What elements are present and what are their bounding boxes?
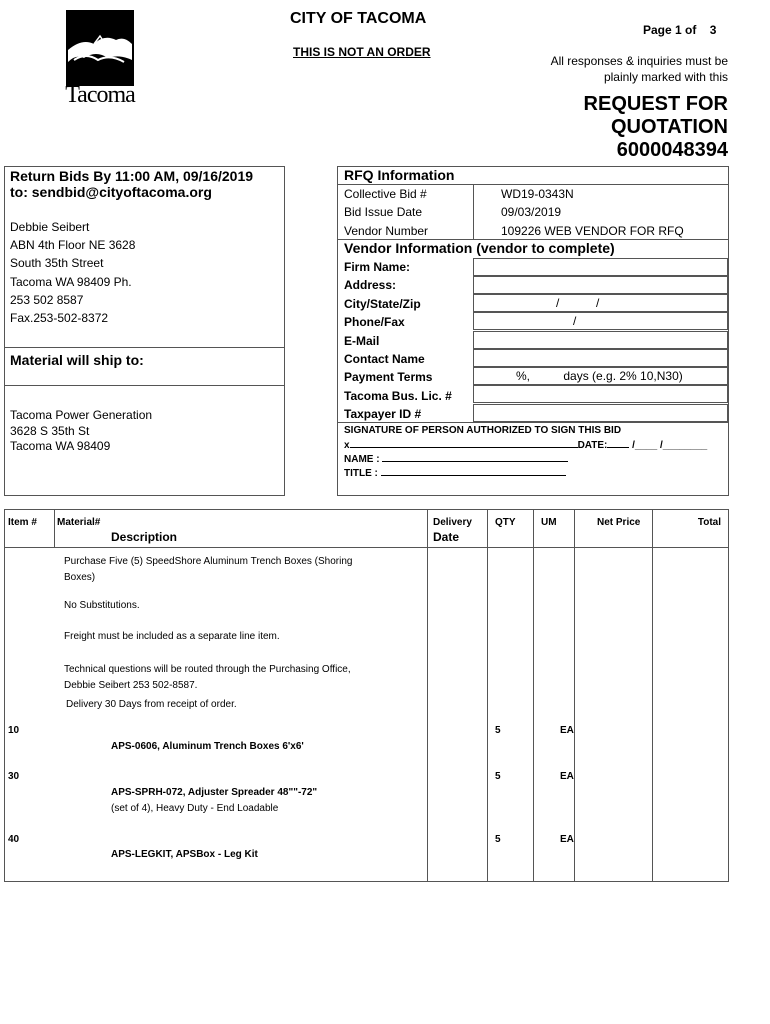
response-note-line2: plainly marked with this	[603, 70, 728, 84]
payment-terms-field[interactable]	[473, 367, 728, 385]
page-total: 3	[709, 23, 717, 37]
note-line: Debbie Seibert 253 502-8587.	[64, 679, 198, 691]
phone-fax-label: Phone/Fax	[344, 315, 405, 330]
item-number: 30	[8, 771, 20, 782]
divider	[4, 347, 284, 348]
contact-line: Tacoma WA 98409 Ph.	[10, 274, 132, 289]
buyer-contact	[10, 218, 135, 327]
col-total-header: Total	[697, 517, 721, 528]
taxpayer-id-label: Taxpayer ID #	[344, 407, 422, 422]
item-number: 10	[8, 725, 20, 736]
business-license-field[interactable]	[473, 385, 728, 403]
vendor-info-title: Vendor Information (vendor to complete)	[344, 240, 615, 256]
address-line: Tacoma Power Generation	[10, 408, 153, 422]
payment-terms-label: Payment Terms	[344, 370, 433, 385]
city-state-zip-label: City/State/Zip	[344, 296, 421, 311]
rfq-info-values	[501, 185, 684, 240]
date-month-field[interactable]	[607, 447, 629, 448]
rfq-title-line1: REQUEST FOR	[583, 93, 728, 115]
logo-wordmark: Tacoma	[65, 82, 135, 108]
firm-name-label: Firm Name:	[344, 260, 411, 274]
item-description-detail: (set of 4), Heavy Duty - End Loadable	[111, 803, 279, 814]
name-label: NAME :	[344, 454, 380, 465]
contact-line: Debbie Seibert	[10, 220, 90, 234]
city-state-zip-value: / /	[556, 296, 600, 310]
date-label: DATE:	[577, 440, 608, 451]
bid-issue-date-value: 09/03/2019	[501, 205, 562, 220]
item-description: APS-SPRH-072, Adjuster Spreader 48""-72"	[111, 787, 318, 798]
collective-bid-label: Collective Bid #	[344, 187, 427, 201]
signature-line-row	[344, 440, 707, 451]
col-material-header: Material#	[57, 517, 101, 528]
col-um-header: UM	[541, 517, 557, 528]
page-indicator	[643, 23, 716, 37]
name-line-row	[344, 454, 568, 465]
item-um: EA	[560, 834, 574, 845]
divider	[4, 385, 284, 386]
title-label: TITLE :	[344, 468, 378, 479]
column-divider	[574, 509, 575, 881]
email-label: E-Mail	[344, 333, 380, 348]
col-delivery-header: Delivery	[433, 517, 472, 528]
rfq-info-labels	[344, 185, 428, 240]
phone-fax-field[interactable]	[473, 312, 728, 330]
firm-name-field[interactable]	[473, 258, 728, 276]
email-field[interactable]	[473, 331, 728, 349]
col-item-header: Item #	[8, 517, 37, 528]
rfq-title-line2: QUOTATION	[610, 116, 728, 138]
divider	[473, 184, 474, 240]
taxpayer-id-field[interactable]	[473, 404, 728, 422]
item-um: EA	[560, 725, 574, 736]
item-qty: 5	[495, 725, 501, 736]
title-line-row	[344, 468, 566, 479]
col-date-header: Date	[433, 530, 460, 544]
not-order-notice: THIS IS NOT AN ORDER	[293, 45, 431, 59]
signature-heading: SIGNATURE OF PERSON AUTHORIZED TO SIGN THIS BID	[344, 425, 622, 436]
vendor-info-labels	[344, 258, 452, 424]
col-description-header: Description	[111, 530, 178, 544]
city-state-zip-field[interactable]	[473, 294, 728, 312]
column-divider	[533, 509, 534, 881]
address-field[interactable]	[473, 276, 728, 294]
payment-terms-value: %, days (e.g. 2% 10,N30)	[516, 369, 683, 383]
vendor-number-label: Vendor Number	[344, 223, 429, 238]
col-qty-header: QTY	[495, 517, 516, 528]
note-line: Delivery 30 Days from receipt of order.	[66, 699, 237, 710]
notes-block	[64, 554, 352, 585]
contact-name-label: Contact Name	[344, 352, 425, 367]
item-description: APS-LEGKIT, APSBox - Leg Kit	[111, 849, 258, 860]
contact-line: Fax.253-502-8372	[10, 311, 109, 326]
business-license-label: Tacoma Bus. Lic. #	[344, 388, 452, 403]
column-divider	[54, 509, 55, 547]
rfq-info-title: RFQ Information	[344, 167, 455, 183]
org-title: CITY OF TACOMA	[290, 10, 427, 27]
address-line: 3628 S 35th St	[10, 423, 90, 438]
contact-line: 253 502 8587	[10, 292, 84, 307]
date-rest: /____ /________	[632, 440, 708, 451]
note-line: Technical questions will be routed through the Purchasing Office,	[64, 664, 351, 675]
contact-line: ABN 4th Floor NE 3628	[10, 238, 136, 253]
signature-x: x	[344, 440, 350, 451]
address-line: Tacoma WA 98409	[10, 439, 111, 453]
page-label: Page 1 of	[643, 23, 697, 37]
bid-issue-date-label: Bid Issue Date	[344, 205, 423, 220]
phone-fax-value: /	[573, 314, 577, 328]
note-line: Boxes)	[64, 571, 96, 583]
return-bids-email: to: sendbid@cityoftacoma.org	[10, 184, 212, 200]
table-header-divider	[4, 547, 728, 548]
response-note-line1: All responses & inquiries must be	[550, 54, 728, 68]
return-bids-deadline: Return Bids By 11:00 AM, 09/16/2019	[10, 168, 254, 184]
note-line: Purchase Five (5) SpeedShore Aluminum Trench Boxes (Shoring	[64, 556, 353, 567]
mountain-logo-icon	[64, 10, 136, 88]
address-label: Address:	[344, 278, 397, 293]
rfq-number: 6000048394	[616, 139, 728, 161]
note-line: No Substitutions.	[64, 600, 140, 611]
contact-name-field[interactable]	[473, 349, 728, 367]
column-divider	[652, 509, 653, 881]
column-divider	[487, 509, 488, 881]
item-description: APS-0606, Aluminum Trench Boxes 6'x6'	[111, 741, 304, 752]
notes-block	[64, 662, 351, 693]
column-divider	[427, 509, 428, 881]
ship-to-address	[10, 408, 152, 455]
item-number: 40	[8, 834, 20, 845]
title-field[interactable]	[381, 475, 566, 476]
item-qty: 5	[495, 771, 501, 782]
item-qty: 5	[495, 834, 501, 845]
city-logo	[64, 10, 136, 112]
contact-line: South 35th Street	[10, 256, 104, 271]
signature-field[interactable]	[350, 447, 578, 448]
note-line: Freight must be included as a separate line item.	[64, 631, 280, 642]
col-net-price-header: Net Price	[597, 517, 641, 528]
ship-to-title: Material will ship to:	[10, 352, 144, 368]
name-field[interactable]	[382, 461, 568, 462]
collective-bid-value: WD19-0343N	[501, 187, 574, 201]
item-um: EA	[560, 771, 574, 782]
vendor-number-value: 109226 WEB VENDOR FOR RFQ	[501, 223, 684, 238]
